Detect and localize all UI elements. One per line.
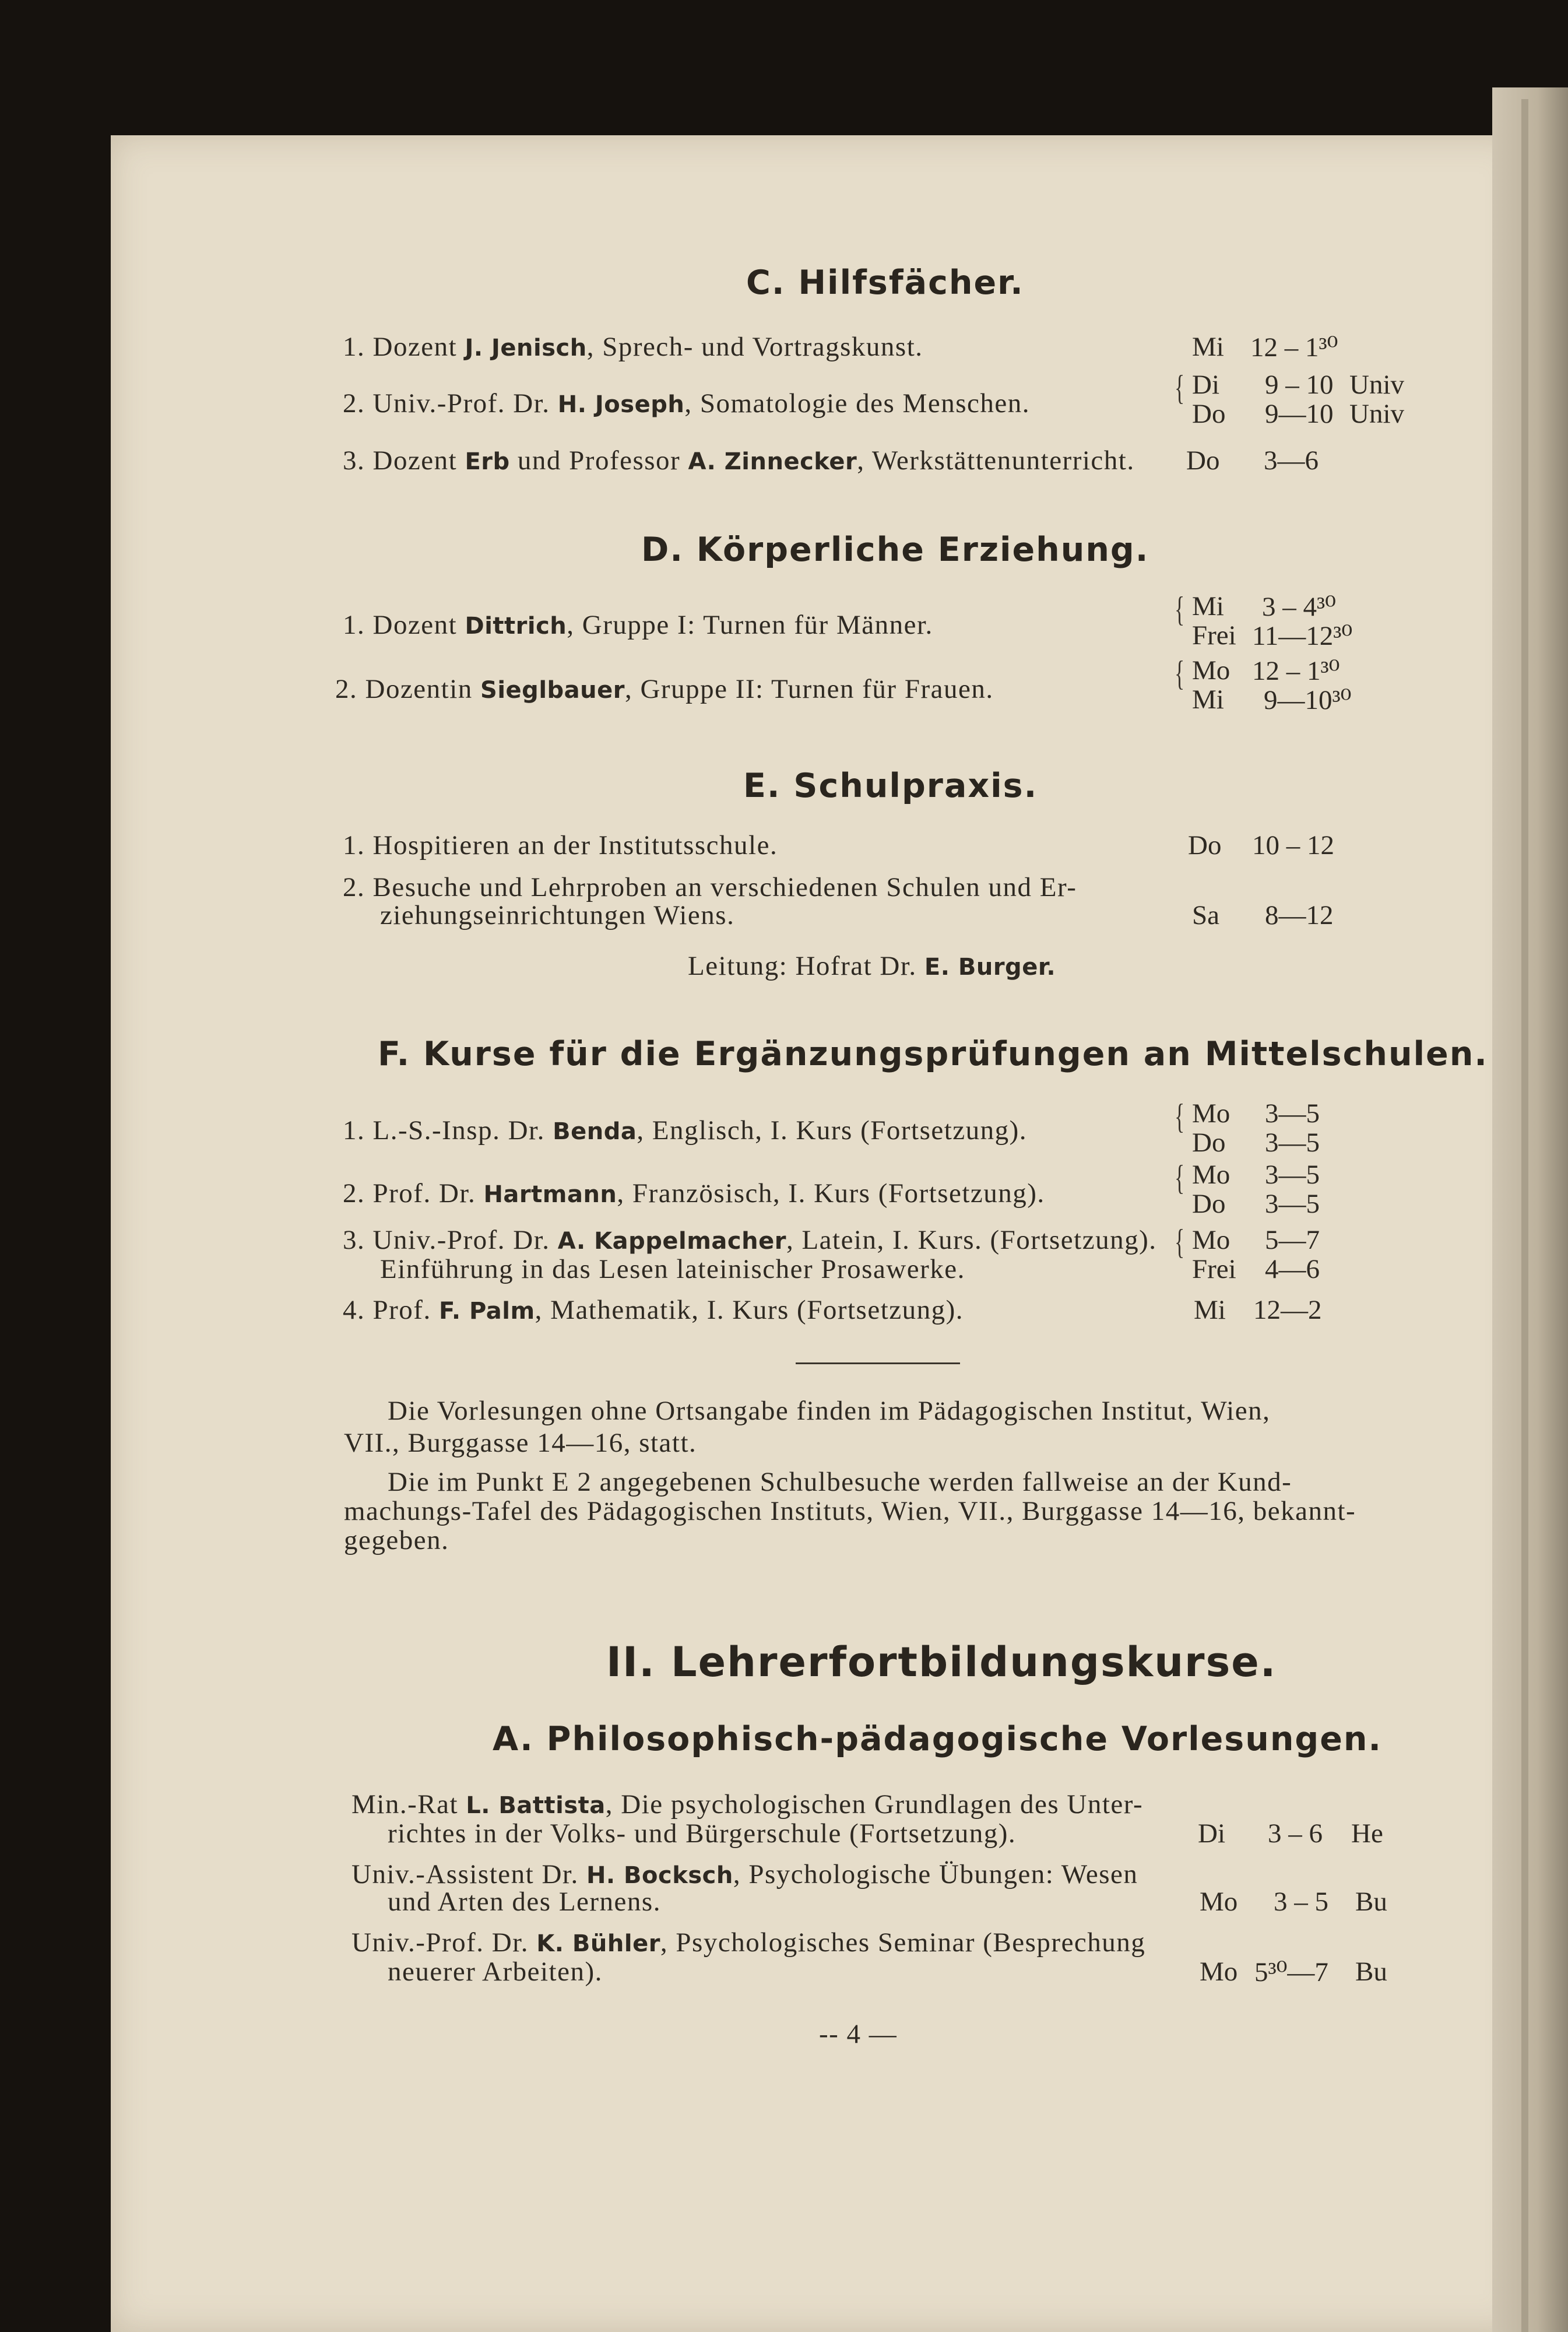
d2-time2: 9—10³⁰ xyxy=(1264,685,1352,715)
d1-time1: 3 – 4³⁰ xyxy=(1262,592,1336,622)
e-leitung-pre: Leitung: Hofrat Dr. xyxy=(688,951,924,981)
c3-post: , Werkstättenunterricht. xyxy=(857,445,1135,476)
e2-day: Sa xyxy=(1192,900,1219,930)
part2-subtitle: A. Philosophisch-pädagogische Vorlesungen. xyxy=(493,1720,1383,1758)
f2-time1: 3—5 xyxy=(1265,1160,1320,1190)
d1-day1: Mi xyxy=(1192,591,1224,621)
p2-item3-name: K. Bühler xyxy=(536,1930,660,1957)
e2-entry xyxy=(343,872,1077,903)
c3-num: 3. xyxy=(343,445,365,476)
p2-item1-name: L. Battista xyxy=(466,1792,606,1819)
c3-mid: und Professor xyxy=(509,445,688,476)
p2-item3 xyxy=(351,1927,1145,1958)
d2-brace: { xyxy=(1175,654,1185,693)
f2-entry xyxy=(343,1178,1045,1209)
d2-pre: Dozentin xyxy=(365,674,481,704)
e-leitung xyxy=(688,950,1056,982)
p2-item3-place: Bu xyxy=(1355,1957,1387,1987)
c1-num: 1. xyxy=(343,332,365,362)
d1-pre: Dozent xyxy=(372,610,465,640)
d2-entry xyxy=(335,673,994,705)
d2-name: Sieglbauer xyxy=(480,677,625,704)
c2-brace: { xyxy=(1175,368,1185,407)
section-d-title: D. Körperliche Erziehung. xyxy=(641,531,1149,569)
f4-time: 12—2 xyxy=(1253,1295,1322,1325)
f3-time2: 4—6 xyxy=(1265,1254,1320,1284)
f2-brace: { xyxy=(1175,1158,1185,1197)
e2-text: Besuche und Lehrproben an verschiedenen Schulen und Er- xyxy=(372,872,1077,902)
p2-item2-place: Bu xyxy=(1355,1887,1387,1917)
note1-line2: VII., Burggasse 14—16, statt. xyxy=(344,1428,697,1458)
e1-time: 10 – 12 xyxy=(1252,830,1334,861)
d1-entry xyxy=(343,609,933,641)
f4-name: F. Palm xyxy=(438,1298,535,1325)
note1-line1: Die Vorlesungen ohne Ortsangabe finden im Pädagogischen Institut, Wien, xyxy=(388,1396,1271,1426)
note2-line3: gegeben. xyxy=(344,1525,449,1555)
e1-entry xyxy=(343,830,778,861)
p2-item2-post: , Psychologische Übungen: Wesen xyxy=(733,1859,1138,1890)
p2-item2-day: Mo xyxy=(1200,1887,1238,1917)
f4-day: Mi xyxy=(1194,1295,1226,1325)
f3-entry xyxy=(343,1224,1157,1256)
c2-post: , Somatologie des Menschen. xyxy=(684,388,1030,419)
f1-pre: L.-S.-Insp. Dr. xyxy=(372,1115,553,1146)
p2-item3-pre: Univ.-Prof. Dr. xyxy=(351,1927,537,1958)
e2-time: 8—12 xyxy=(1265,900,1334,930)
f3-day2: Frei xyxy=(1192,1254,1236,1284)
f1-brace: { xyxy=(1175,1097,1185,1136)
f2-num: 2. xyxy=(343,1178,365,1209)
c2-name: H. Joseph xyxy=(557,391,685,418)
section-c-title: C. Hilfsfächer. xyxy=(746,264,1024,302)
c2-num: 2. xyxy=(343,388,365,419)
p2-item3-post: , Psychologisches Seminar (Besprechung xyxy=(660,1927,1146,1958)
c3-time: 3—6 xyxy=(1264,445,1319,476)
section-e-title: E. Schulpraxis. xyxy=(743,767,1038,805)
c3-pre: Dozent xyxy=(372,445,465,476)
p2-item2-time: 3 – 5 xyxy=(1274,1887,1328,1917)
c1-name: J. Jenisch xyxy=(465,335,587,361)
f3-line2: Einführung in das Lesen lateinischer Prosawerke. xyxy=(380,1254,965,1284)
c2-day2: Do xyxy=(1192,399,1226,429)
f1-name: Benda xyxy=(553,1118,637,1145)
d2-day1: Mo xyxy=(1192,655,1231,686)
d2-num: 2. xyxy=(335,674,358,704)
p2-item1-line2: richtes in der Volks- und Bürgerschule (Fortsetzung). xyxy=(388,1818,1017,1849)
p2-item2-pre: Univ.-Assistent Dr. xyxy=(351,1859,586,1890)
e1-num: 1. xyxy=(343,830,365,861)
f4-entry xyxy=(343,1294,964,1326)
f2-day2: Do xyxy=(1192,1189,1226,1219)
d2-post: , Gruppe II: Turnen für Frauen. xyxy=(624,674,994,704)
part2-title: II. Lehrerfortbildungskurse. xyxy=(606,1638,1277,1686)
c2-time1: 9 – 10 xyxy=(1265,370,1334,400)
f1-time2: 3—5 xyxy=(1265,1128,1320,1158)
f1-time1: 3—5 xyxy=(1265,1098,1320,1129)
f3-time1: 5—7 xyxy=(1265,1225,1320,1255)
separator-rule xyxy=(796,1362,960,1364)
e1-text: Hospitieren an der Institutsschule. xyxy=(372,830,778,861)
d1-time2: 11—12³⁰ xyxy=(1252,621,1353,651)
c1-pre: Dozent xyxy=(372,332,465,362)
f3-name: A. Kappelmacher xyxy=(557,1228,786,1255)
p2-item1-post: , Die psychologischen Grundlagen des Unter- xyxy=(605,1789,1144,1820)
f2-post: , Französisch, I. Kurs (Fortsetzung). xyxy=(617,1178,1045,1209)
f3-post: , Latein, I. Kurs. (Fortsetzung). xyxy=(786,1225,1157,1255)
f3-pre: Univ.-Prof. Dr. xyxy=(372,1225,558,1255)
p2-item2-line2: und Arten des Lernens. xyxy=(388,1887,661,1917)
e2-num: 2. xyxy=(343,872,365,902)
p2-item3-line2: neuerer Arbeiten). xyxy=(388,1957,603,1987)
c1-day: Mi xyxy=(1192,332,1224,362)
section-f-title: F. Kurse für die Ergänzungsprüfungen an Mittelschulen. xyxy=(378,1035,1488,1073)
e1-day: Do xyxy=(1188,830,1222,861)
f4-pre: Prof. xyxy=(372,1295,439,1325)
f1-day1: Mo xyxy=(1192,1098,1231,1129)
note2-line1: Die im Punkt E 2 angegebenen Schulbesuche werden fallweise an der Kund- xyxy=(388,1467,1292,1497)
d1-num: 1. xyxy=(343,610,365,640)
c1-entry xyxy=(343,331,923,363)
c2-place2: Univ xyxy=(1349,399,1404,429)
f1-entry xyxy=(343,1115,1027,1146)
p2-item1-pre: Min.-Rat xyxy=(351,1789,466,1820)
c2-day1: Di xyxy=(1192,370,1219,400)
c2-pre: Univ.-Prof. Dr. xyxy=(372,388,558,419)
p2-item3-time: 5³⁰—7 xyxy=(1254,1957,1328,1987)
c2-place1: Univ xyxy=(1349,370,1404,400)
p2-item1-time: 3 – 6 xyxy=(1268,1818,1323,1849)
c1-post: , Sprech- und Vortragskunst. xyxy=(586,332,923,362)
c1-time: 12 – 1³⁰ xyxy=(1250,332,1338,363)
p2-item2 xyxy=(351,1859,1138,1890)
f3-num: 3. xyxy=(343,1225,365,1255)
p2-item1-place: He xyxy=(1351,1818,1383,1849)
f3-day1: Mo xyxy=(1192,1225,1231,1255)
f4-post: , Mathematik, I. Kurs (Fortsetzung). xyxy=(535,1295,964,1325)
d1-day2: Frei xyxy=(1192,620,1236,651)
c3-name2: A. Zinnecker xyxy=(688,448,857,475)
p2-item1-day: Di xyxy=(1198,1818,1225,1849)
p2-item1 xyxy=(351,1789,1143,1820)
d1-post: , Gruppe I: Turnen für Männer. xyxy=(567,610,933,640)
f2-pre: Prof. Dr. xyxy=(372,1178,484,1209)
f1-day2: Do xyxy=(1192,1128,1226,1158)
c2-entry xyxy=(343,388,1030,419)
p2-item2-name: H. Bocksch xyxy=(586,1862,733,1889)
c2-time2: 9—10 xyxy=(1265,399,1334,429)
f4-num: 4. xyxy=(343,1295,365,1325)
d2-day2: Mi xyxy=(1192,684,1224,715)
f2-time2: 3—5 xyxy=(1265,1189,1320,1219)
c3-day: Do xyxy=(1186,445,1220,476)
f2-name: Hartmann xyxy=(483,1181,617,1208)
p2-item3-day: Mo xyxy=(1200,1957,1238,1987)
d1-brace: { xyxy=(1175,590,1185,628)
d1-name: Dittrich xyxy=(465,613,567,640)
c3-name: Erb xyxy=(465,448,510,475)
d2-time1: 12 – 1³⁰ xyxy=(1252,656,1340,686)
c3-entry xyxy=(343,445,1135,476)
f3-brace: { xyxy=(1175,1223,1185,1261)
f1-post: , Englisch, I. Kurs (Fortsetzung). xyxy=(637,1115,1028,1146)
f1-num: 1. xyxy=(343,1115,365,1146)
note2-line2: machungs-Tafel des Pädagogischen Instituts, Wien, VII., Burggasse 14—16, bekannt- xyxy=(344,1496,1356,1526)
f2-day1: Mo xyxy=(1192,1160,1231,1190)
e-leitung-name: E. Burger. xyxy=(924,954,1056,981)
page-number: -- 4 — xyxy=(819,2019,898,2049)
e2-text2: ziehungseinrichtungen Wiens. xyxy=(380,900,735,930)
